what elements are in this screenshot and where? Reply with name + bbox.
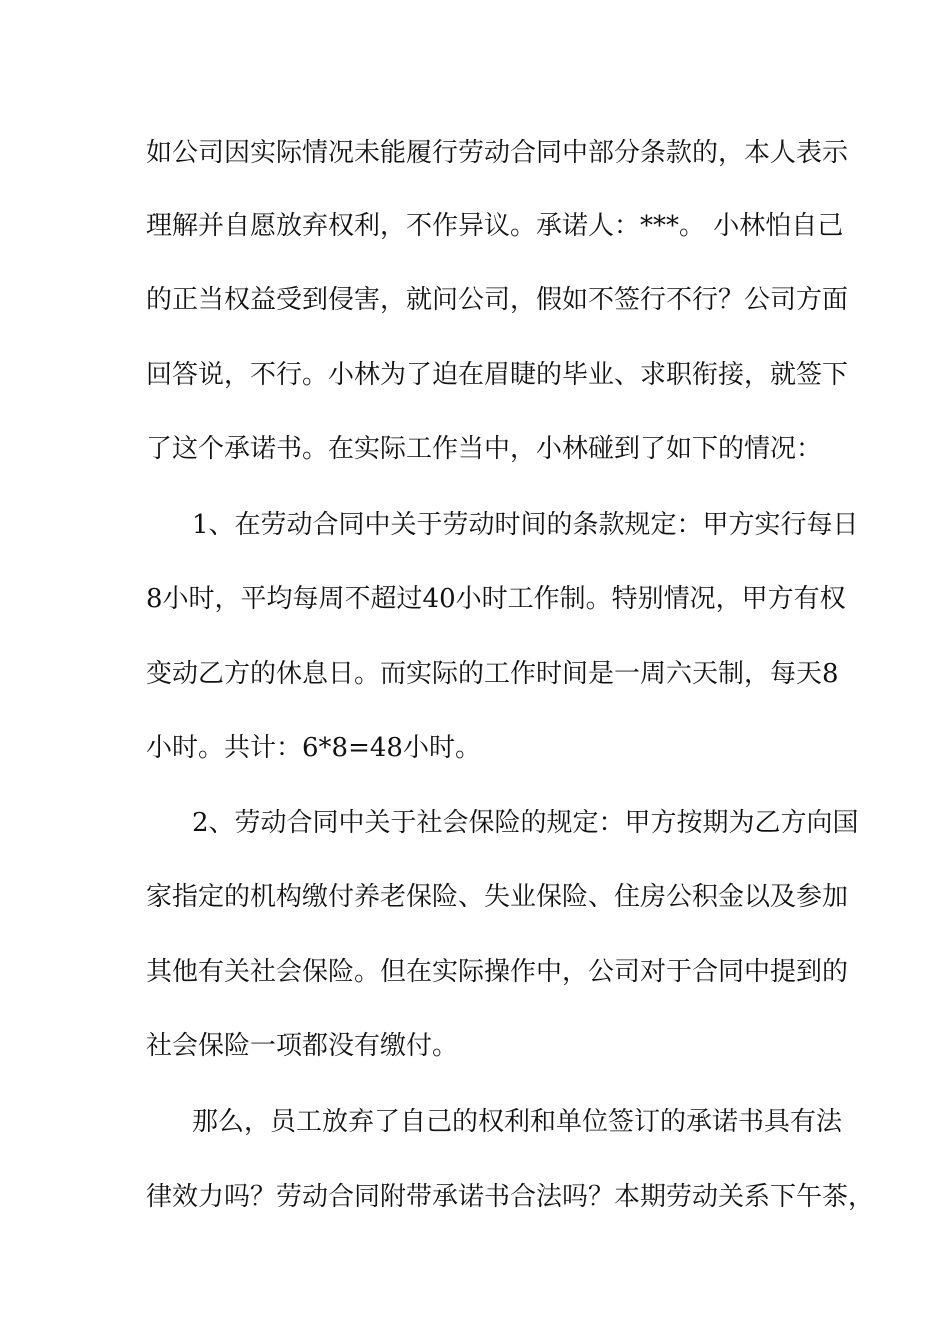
text-line: 理解并自愿放弃权利，不作异议。承诺人：***。 小林怕自己 bbox=[146, 211, 844, 241]
text-line: 社会保险一项都没有缴付。 bbox=[146, 1031, 459, 1061]
text-line: 家指定的机构缴付养老保险、失业保险、住房公积金以及参加 bbox=[146, 882, 849, 912]
text-line: 变动乙方的休息日。而实际的工作时间是一周六天制，每天8 bbox=[146, 659, 839, 689]
text-line: 小时。共计：6*8=48小时。 bbox=[146, 733, 481, 763]
text-line: 8小时，平均每周不超过40小时工作制。特别情况，甲方有权 bbox=[146, 584, 846, 614]
paragraph-2-first-line: 2、劳动合同中关于社会保险的规定：甲方按期为乙方向国 bbox=[192, 808, 859, 838]
text-line: 其他有关社会保险。但在实际操作中，公司对于合同中提到的 bbox=[146, 957, 849, 987]
paragraph-1-first-line: 1、在劳动合同中关于劳动时间的条款规定：甲方实行每日 bbox=[192, 510, 859, 540]
text-line: 的正当权益受到侵害，就问公司，假如不签行不行？公司方面 bbox=[146, 285, 849, 315]
text-line: 如公司因实际情况未能履行劳动合同中部分条款的，本人表示 bbox=[146, 138, 849, 168]
text-line: 了这个承诺书。在实际工作当中，小林碰到了如下的情况： bbox=[146, 434, 823, 464]
text-line: 回答说，不行。小林为了迫在眉睫的毕业、求职衔接，就签下 bbox=[146, 360, 849, 390]
paragraph-3-first-line: 那么，员工放弃了自己的权利和单位签订的承诺书具有法 bbox=[192, 1107, 843, 1137]
text-line: 律效力吗？劳动合同附带承诺书合法吗？本期劳动关系下午茶， bbox=[146, 1182, 875, 1212]
